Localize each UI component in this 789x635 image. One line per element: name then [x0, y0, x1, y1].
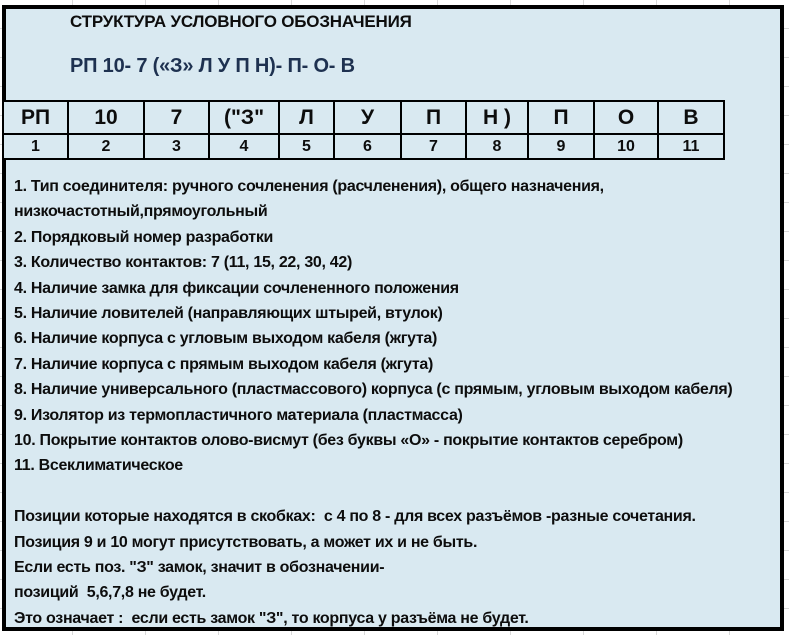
note-line: позиций 5,6,7,8 не будет. [14, 584, 206, 602]
legend-line: 5. Наличие ловителей (направляющих штырей, втулок) [14, 305, 443, 323]
table-cell: Н ) [466, 101, 528, 134]
legend-line: 3. Количество контактов: 7 (11, 15, 22, 30, 42) [14, 254, 353, 272]
legend-line: 8. Наличие универсального (пластмассового) корпуса (с прямым, угловым выходом кабеля) [14, 381, 733, 399]
table-cell: У [334, 101, 401, 134]
note-line: Позиция 9 и 10 могут присутствовать, а может их и не быть. [14, 533, 478, 551]
position-cell: 8 [466, 134, 528, 159]
table-cell: 7 [144, 101, 209, 134]
table-cell: В [658, 101, 724, 134]
legend-line: 9. Изолятор из термопластичного материала (пластмасса) [14, 406, 463, 424]
page-title: СТРУКТУРА УСЛОВНОГО ОБОЗНАЧЕНИЯ [70, 12, 412, 31]
position-cell: 3 [144, 134, 209, 159]
position-cell: 9 [528, 134, 594, 159]
position-cell: 6 [334, 134, 401, 159]
designation-structure-panel [2, 5, 784, 631]
legend-line: 11. Всеклиматическое [14, 457, 183, 475]
blank-line [14, 479, 776, 504]
table-cell: РП [3, 101, 68, 134]
designation-elements-row [3, 101, 724, 134]
note-line: Позиции которые находятся в скобках: с 4 по 8 - для всех разъёмов -разные сочетания. [14, 508, 696, 526]
position-cell: 5 [279, 134, 334, 159]
position-cell: 1 [3, 134, 68, 159]
legend-line: низкочастотный,прямоугольный [14, 203, 268, 221]
legend-line: 7. Наличие корпуса с прямым выходом кабеля (жгута) [14, 355, 434, 373]
table-cell: П [528, 101, 594, 134]
table-cell: О [594, 101, 658, 134]
position-numbers-row [3, 134, 724, 159]
legend-line: 2. Порядковый номер разработки [14, 228, 274, 246]
legend-line: 1. Тип соединителя: ручного сочленения (расчленения), общего назначения, [14, 178, 604, 195]
designation-table [2, 100, 725, 160]
legend-line: 6. Наличие корпуса с угловым выходом кабеля (жгута) [14, 330, 438, 348]
table-cell: Л [279, 101, 334, 134]
table-cell: 10 [68, 101, 144, 134]
note-line: Это означает : если есть замок "З", то корпуса у разъёма не будет. [14, 609, 529, 627]
table-cell: П [401, 101, 466, 134]
table-cell: ("З" [209, 101, 279, 134]
note-line: Если есть поз. "З" замок, значит в обозначении- [14, 559, 385, 577]
position-cell: 11 [658, 134, 724, 159]
legend-line: 4. Наличие замка для фиксации сочлененного положения [14, 279, 459, 297]
designation-formula: РП 10- 7 («З» Л У П Н)- П- О- В [70, 55, 355, 77]
legend-line: 10. Покрытие контактов олово-висмут (без буквы «О» - покрытие контактов серебром) [14, 432, 683, 450]
position-cell: 10 [594, 134, 658, 159]
position-cell: 7 [401, 134, 466, 159]
position-cell: 4 [209, 134, 279, 159]
legend [14, 174, 776, 631]
position-cell: 2 [68, 134, 144, 159]
